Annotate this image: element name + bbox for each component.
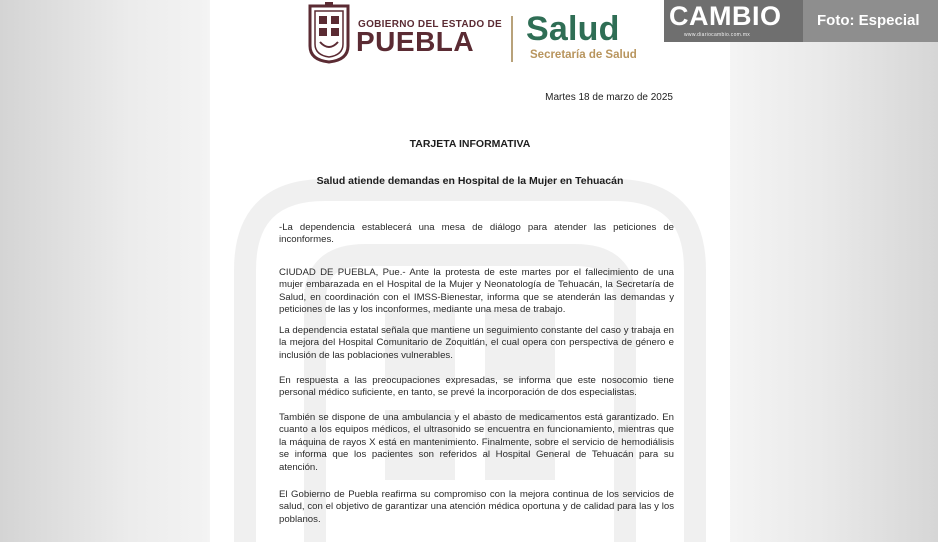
document-header	[306, 2, 666, 66]
paragraph-body-2: La dependencia estatal señala que mantiene un seguimiento constante del caso y trabaja en la mejora del Hospital Comunitario de Zoquitlán, el cual opera con perspectiva de género e inclusión de las poblaciones vulnerables.	[279, 325, 674, 361]
paragraph-body-3: En respuesta a las preocupaciones expresadas, se informa que este nosocomio tiene personal médico suficiente, en tanto, se prevé la incorporación de dos especialistas.	[279, 375, 674, 399]
cambio-brand: CAMBIO	[669, 1, 782, 31]
paragraph-body-1: CIUDAD DE PUEBLA, Pue.- Ante la protesta de este martes por el fallecimiento de una mujer embarazada en el Hospital de la Mujer y Neonatología de Tehuacán, la Secretaría de Salud, en coordinación con el IMSS-Bienestar, informa que se atenderán las demandas y peticiones de las y los inconformes, mediante una mesa de trabajo.	[279, 267, 674, 316]
cambio-url: www.diariocambio.com.mx	[684, 32, 751, 38]
paragraph-body-4: También se dispone de una ambulancia y el abasto de medicamentos está garantizado. En cuanto a los equipos médicos, el ultrasonido se encuentra en funcionamiento, mientras que la máquina de rayos X está en mantenimiento. Finalmente, sobre el servicio de hemodiálisis se informa que los pacientes son referidos al Hospital General de Tehuacán para su atención.	[279, 412, 674, 473]
document-date: Martes 18 de marzo de 2025	[545, 92, 673, 103]
salud-logo-text: Salud	[526, 10, 620, 48]
photo-credit: Foto: Especial	[817, 12, 920, 29]
government-label: GOBIERNO DEL ESTADO DE	[358, 19, 503, 30]
paragraph-lead: -La dependencia establecerá una mesa de diálogo para atender las peticiones de inconformes.	[279, 222, 674, 246]
document-heading: TARJETA INFORMATIVA	[409, 138, 531, 150]
cambio-logo	[664, 0, 803, 42]
media-watermark-bar	[664, 0, 938, 42]
header-divider	[511, 16, 513, 62]
puebla-coat-of-arms-icon	[306, 2, 352, 64]
document-subheading: Salud atiende demandas en Hospital de la Mujer en Tehuacán	[316, 175, 624, 187]
secretaria-label: Secretaría de Salud	[530, 49, 637, 61]
paragraph-body-5: El Gobierno de Puebla reafirma su compromiso con la mejora continua de los servicios de salud, con el objetivo de garantizar una atención médica oportuna y de calidad para las y los poblanos.	[279, 489, 674, 525]
state-name: PUEBLA	[356, 26, 475, 57]
